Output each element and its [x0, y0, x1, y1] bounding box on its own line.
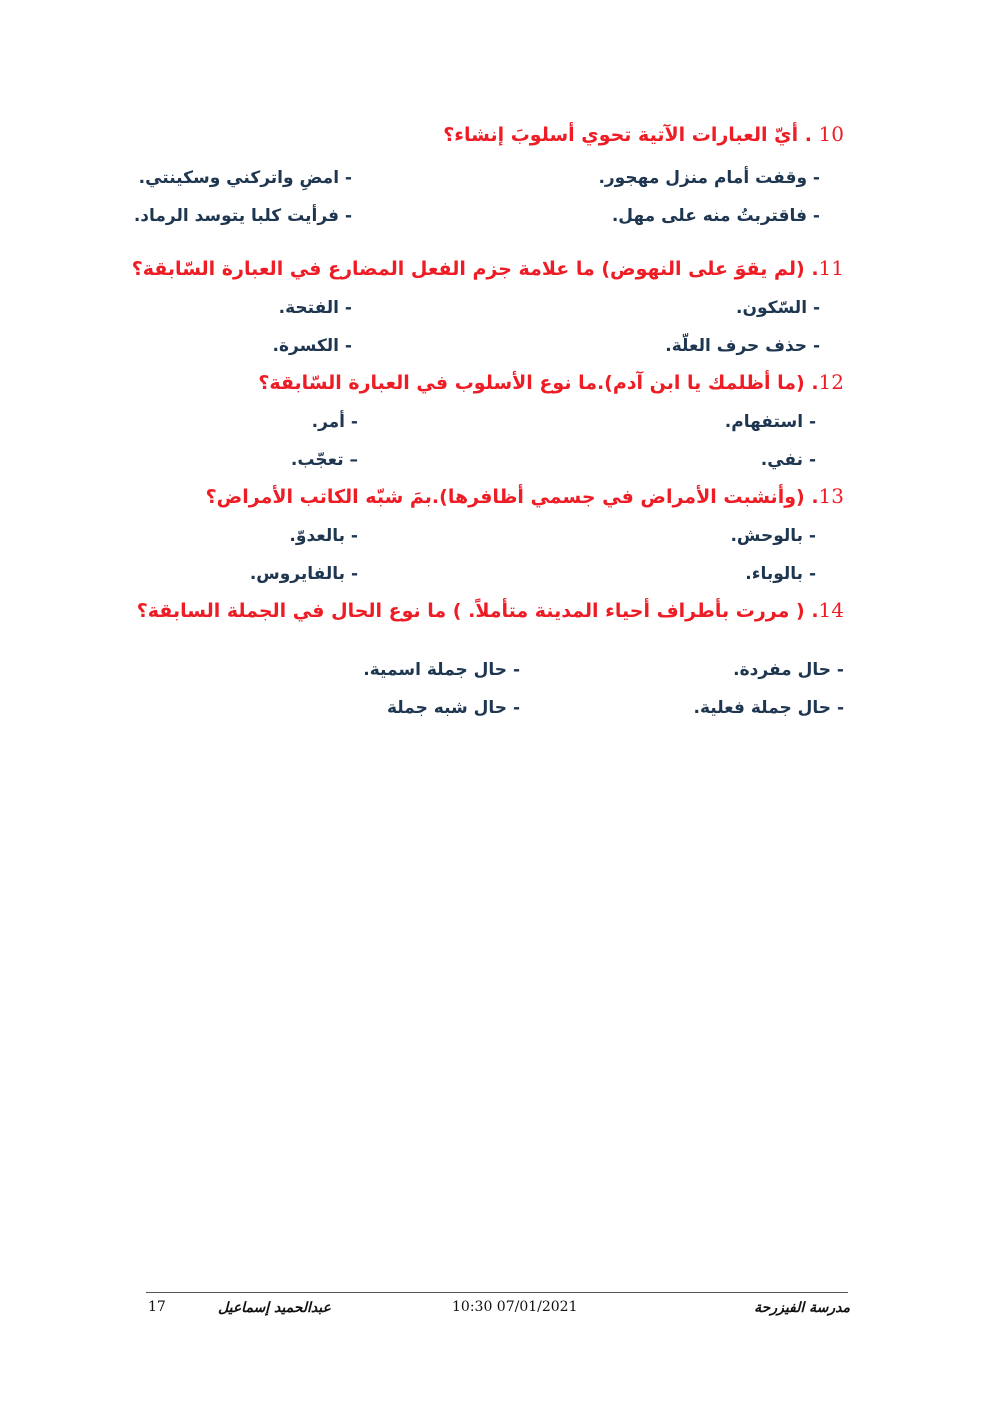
- q13-option-3: - بالوباء.: [745, 564, 816, 584]
- q11-option-3: - حذف حرف العلّة.: [665, 336, 820, 356]
- question-text: (ما أظلمك يا ابن آدم).ما نوع الأسلوب في العبارة السّابقة؟: [258, 372, 805, 394]
- q13-option-2: - بالعدوّ.: [289, 526, 358, 546]
- question-text: (لم يقوَ على النهوض) ما علامة جزم الفعل المضارع في العبارة السّابقة؟: [131, 258, 805, 280]
- q14-option-4: - حال شبه جملة: [386, 698, 520, 718]
- question-number: 10: [818, 122, 844, 146]
- question-text: (وأنشبت الأمراض في جسمي أظافرها).بمَ شبّه الكاتب الأمراض؟: [205, 486, 805, 508]
- q12-option-3: - نفي.: [760, 450, 816, 470]
- page-number: 17: [148, 1299, 166, 1315]
- question-number: 11: [818, 256, 844, 280]
- q13-option-4: - بالفايروس.: [249, 564, 358, 584]
- question-text: ( مررت بأطراف أحياء المدينة متأملاً. ) ما نوع الحال في الجملة السابقة؟: [136, 600, 805, 622]
- question-text: أيّ العبارات الآتية تحوي أسلوبَ إنشاء؟: [443, 124, 799, 146]
- q12-option-1: - استفهام.: [724, 412, 816, 432]
- author-signature: عبدالحميد إسماعيل: [218, 1300, 331, 1316]
- q10-option-2: - امضِ واتركني وسكينتي.: [138, 168, 352, 188]
- q14-option-2: - حال جملة اسمية.: [363, 660, 520, 680]
- footer-divider: [146, 1292, 848, 1293]
- question-separator: .: [804, 258, 819, 280]
- question-separator: .: [804, 372, 819, 394]
- q12-option-4: – تعجّب.: [290, 450, 358, 470]
- question-10: [443, 122, 844, 146]
- q11-option-2: - الفتحة.: [278, 298, 352, 318]
- q11-option-1: - السّكون.: [736, 298, 820, 318]
- q10-option-1: - وقفت أمام منزل مهجور.: [598, 168, 820, 188]
- q12-option-2: - أمر.: [311, 412, 358, 432]
- question-number: 12: [818, 370, 844, 394]
- q13-option-1: - بالوحش.: [730, 526, 816, 546]
- question-number: 13: [818, 484, 844, 508]
- question-number: 14: [818, 598, 844, 622]
- question-separator: .: [804, 600, 819, 622]
- question-13: [206, 484, 844, 508]
- question-separator: .: [798, 124, 819, 146]
- footer-datetime: 10:30 07/01/2021: [452, 1299, 578, 1315]
- q14-option-3: - حال جملة فعلية.: [693, 698, 844, 718]
- q10-option-3: - فاقتربتُ منه على مهل.: [611, 206, 820, 226]
- question-12: [258, 370, 844, 394]
- q11-option-4: - الكسرة.: [272, 336, 352, 356]
- question-11: [132, 256, 844, 280]
- school-name: مدرسة الفيزرحة: [754, 1300, 850, 1316]
- question-14: [137, 598, 844, 622]
- q10-option-4: - فرأيت كلبا يتوسد الرماد.: [133, 206, 352, 226]
- question-separator: .: [804, 486, 819, 508]
- q14-option-1: - حال مفردة.: [733, 660, 844, 680]
